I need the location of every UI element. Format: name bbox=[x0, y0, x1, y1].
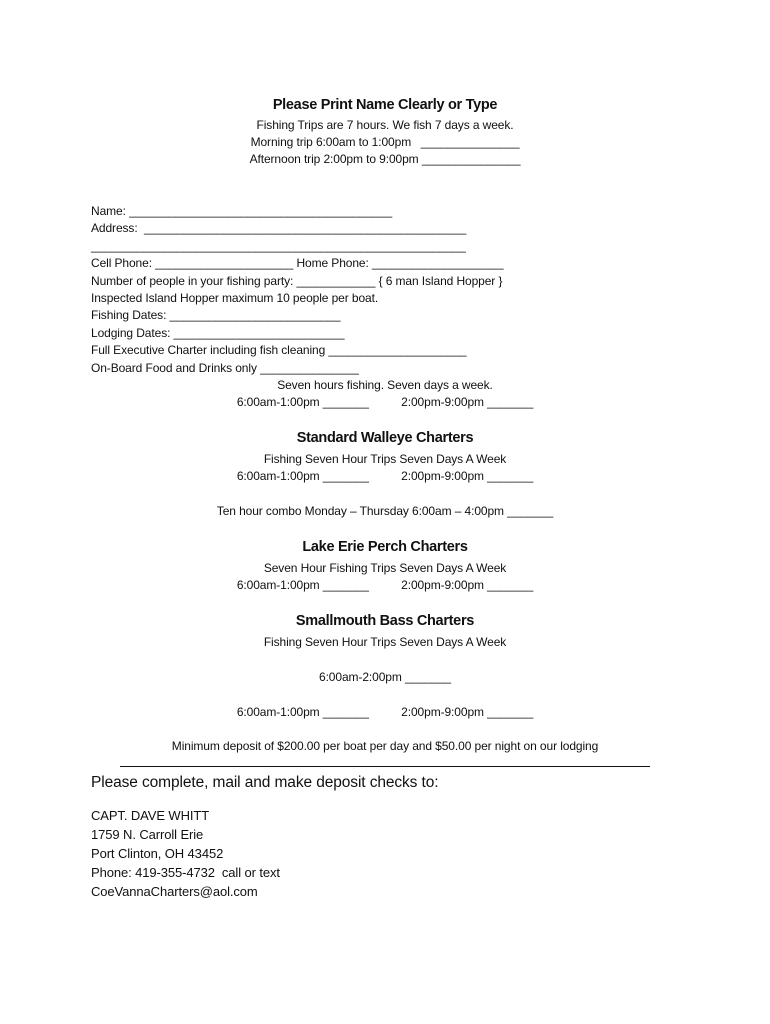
mail-heading: Please complete, mail and make deposit checks to: bbox=[91, 774, 439, 791]
lodging-dates-field[interactable]: Lodging Dates: __________________________ bbox=[91, 326, 345, 340]
walleye-times[interactable]: 6:00am-1:00pm _______ 2:00pm-9:00pm _______ bbox=[236, 469, 534, 483]
perch-title: Lake Erie Perch Charters bbox=[302, 539, 468, 555]
phone-fields[interactable]: Cell Phone: _____________________ Home Phone: ____________________ bbox=[91, 256, 504, 270]
mail-email[interactable]: CoeVannaCharters@aol.com bbox=[91, 884, 258, 899]
executive-times[interactable]: 6:00am-1:00pm _______ 2:00pm-9:00pm _______ bbox=[236, 395, 534, 409]
deposit-note: Minimum deposit of $200.00 per boat per day and $50.00 per night on our lodging bbox=[171, 739, 599, 753]
trip-info-line: Fishing Trips are 7 hours. We fish 7 days a week. bbox=[256, 118, 514, 132]
address-field-line2[interactable]: _________________________________________________________ bbox=[91, 239, 466, 253]
walleye-subtitle: Fishing Seven Hour Trips Seven Days A Week bbox=[263, 452, 507, 466]
fishing-dates-field[interactable]: Fishing Dates: __________________________ bbox=[91, 308, 341, 322]
bass-single-time[interactable]: 6:00am-2:00pm _______ bbox=[319, 670, 451, 684]
bass-times[interactable]: 6:00am-1:00pm _______ 2:00pm-9:00pm _______ bbox=[236, 705, 534, 719]
walleye-title: Standard Walleye Charters bbox=[296, 430, 474, 446]
address-field[interactable]: Address: _________________________________________________ bbox=[91, 221, 467, 235]
perch-times[interactable]: 6:00am-1:00pm _______ 2:00pm-9:00pm _______ bbox=[236, 578, 534, 592]
walleye-combo[interactable]: Ten hour combo Monday – Thursday 6:00am – 4:00pm _______ bbox=[216, 504, 554, 518]
perch-subtitle: Seven Hour Fishing Trips Seven Days A Week bbox=[263, 561, 507, 575]
inspected-note: Inspected Island Hopper maximum 10 people per boat. bbox=[91, 291, 379, 305]
form-title: Please Print Name Clearly or Type bbox=[272, 97, 498, 113]
mail-street: 1759 N. Carroll Erie bbox=[91, 827, 204, 842]
executive-charter-field[interactable]: Full Executive Charter including fish cleaning _____________________ bbox=[91, 343, 467, 357]
afternoon-trip-line: Afternoon trip 2:00pm to 9:00pm _______________ bbox=[249, 152, 521, 166]
divider-line bbox=[120, 766, 650, 767]
name-field[interactable]: Name: ________________________________________ bbox=[91, 204, 393, 218]
food-drinks-field[interactable]: On-Board Food and Drinks only _______________ bbox=[91, 361, 359, 375]
morning-trip-line: Morning trip 6:00am to 1:00pm _______________ bbox=[250, 135, 520, 149]
seven-hours-note: Seven hours fishing. Seven days a week. bbox=[277, 378, 493, 392]
bass-title: Smallmouth Bass Charters bbox=[295, 613, 475, 629]
mail-phone: Phone: 419-355-4732 call or text bbox=[91, 865, 280, 880]
mail-name: CAPT. DAVE WHITT bbox=[91, 808, 210, 823]
mail-city: Port Clinton, OH 43452 bbox=[91, 846, 224, 861]
party-size-field[interactable]: Number of people in your fishing party: ____________ { 6 man Island Hopper } bbox=[91, 274, 503, 288]
bass-subtitle: Fishing Seven Hour Trips Seven Days A Week bbox=[263, 635, 507, 649]
